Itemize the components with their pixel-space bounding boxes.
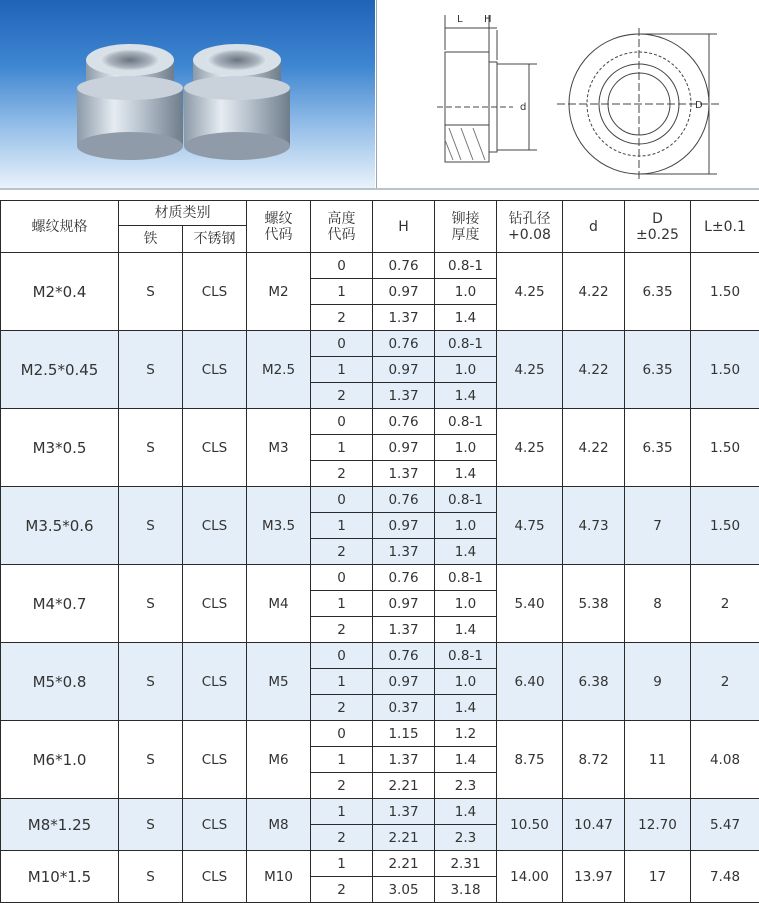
cell-drill-diameter: 5.40 [497, 565, 563, 643]
cell-L: 2 [691, 643, 759, 721]
table-row [1, 799, 759, 825]
cell-stainless: CLS [183, 799, 247, 851]
cell-spec: M8*1.25 [1, 799, 119, 851]
cell-d: 5.38 [563, 565, 625, 643]
cell-h: 1.37 [373, 461, 435, 487]
cell-h: 1.15 [373, 721, 435, 747]
cell-L: 1.50 [691, 409, 759, 487]
cell-d: 4.22 [563, 253, 625, 331]
table-row [1, 409, 759, 435]
cell-D: 7 [625, 487, 691, 565]
cell-h: 1.37 [373, 747, 435, 773]
cell-thread-code: M6 [247, 721, 311, 799]
cell-height-code: 1 [311, 513, 373, 539]
cell-height-code: 2 [311, 825, 373, 851]
cell-thread-code: M3 [247, 409, 311, 487]
cell-iron: S [119, 331, 183, 409]
cell-height-code: 0 [311, 409, 373, 435]
cell-spec: M2*0.4 [1, 253, 119, 331]
col-thread-code: 螺纹 代码 [247, 201, 311, 253]
cell-iron: S [119, 799, 183, 851]
cell-height-code: 1 [311, 669, 373, 695]
cell-d: 10.47 [563, 799, 625, 851]
cell-d: 4.22 [563, 331, 625, 409]
cell-stainless: CLS [183, 253, 247, 331]
table-row [1, 331, 759, 357]
spec-table [0, 200, 759, 903]
cell-height-code: 1 [311, 747, 373, 773]
cell-d: 4.22 [563, 409, 625, 487]
col-spec: 螺纹规格 [1, 201, 119, 253]
cell-D: 11 [625, 721, 691, 799]
cell-h: 1.37 [373, 617, 435, 643]
cell-height-code: 2 [311, 461, 373, 487]
nut-right [184, 44, 290, 160]
col-rivet-thickness: 铆接 厚度 [435, 201, 497, 253]
cell-height-code: 1 [311, 435, 373, 461]
cell-rivet-thickness: 1.4 [435, 695, 497, 721]
cell-stainless: CLS [183, 565, 247, 643]
cell-rivet-thickness: 0.8-1 [435, 487, 497, 513]
cell-h: 0.76 [373, 409, 435, 435]
cell-height-code: 0 [311, 487, 373, 513]
cell-drill-diameter: 14.00 [497, 851, 563, 903]
cell-drill-diameter: 6.40 [497, 643, 563, 721]
cell-height-code: 2 [311, 695, 373, 721]
col-iron: 铁 [119, 226, 183, 253]
cell-iron: S [119, 643, 183, 721]
cell-thread-code: M3.5 [247, 487, 311, 565]
cell-h: 0.37 [373, 695, 435, 721]
cell-L: 2 [691, 565, 759, 643]
cell-rivet-thickness: 1.4 [435, 799, 497, 825]
cell-L: 1.50 [691, 331, 759, 409]
cell-h: 0.97 [373, 591, 435, 617]
table-row [1, 487, 759, 513]
cell-h: 0.76 [373, 487, 435, 513]
table-row [1, 721, 759, 747]
cell-rivet-thickness: 1.0 [435, 357, 497, 383]
cell-thread-code: M2.5 [247, 331, 311, 409]
cell-stainless: CLS [183, 409, 247, 487]
col-drill-diameter: 钻孔径 +0.08 [497, 201, 563, 253]
cell-h: 0.76 [373, 253, 435, 279]
col-height-code: 高度 代码 [311, 201, 373, 253]
cell-iron: S [119, 721, 183, 799]
cell-rivet-thickness: 2.31 [435, 851, 497, 877]
cell-rivet-thickness: 1.0 [435, 513, 497, 539]
cell-D: 6.35 [625, 253, 691, 331]
cell-h: 1.37 [373, 383, 435, 409]
cell-L: 1.50 [691, 253, 759, 331]
cell-d: 8.72 [563, 721, 625, 799]
cell-thread-code: M4 [247, 565, 311, 643]
cell-h: 0.76 [373, 331, 435, 357]
table-row [1, 253, 759, 279]
cell-thread-code: M5 [247, 643, 311, 721]
cell-stainless: CLS [183, 331, 247, 409]
cell-stainless: CLS [183, 643, 247, 721]
cell-stainless: CLS [183, 487, 247, 565]
cell-height-code: 0 [311, 253, 373, 279]
cell-drill-diameter: 4.75 [497, 487, 563, 565]
cell-height-code: 1 [311, 357, 373, 383]
cell-height-code: 0 [311, 721, 373, 747]
cell-rivet-thickness: 1.0 [435, 669, 497, 695]
cell-iron: S [119, 851, 183, 903]
cell-h: 2.21 [373, 851, 435, 877]
cell-h: 1.37 [373, 305, 435, 331]
cell-d: 4.73 [563, 487, 625, 565]
cell-D: 6.35 [625, 409, 691, 487]
cell-spec: M6*1.0 [1, 721, 119, 799]
cell-D: 9 [625, 643, 691, 721]
cell-d: 13.97 [563, 851, 625, 903]
nut-left [77, 44, 183, 160]
cell-thread-code: M8 [247, 799, 311, 851]
table-row [1, 565, 759, 591]
cell-height-code: 2 [311, 617, 373, 643]
cell-D: 6.35 [625, 331, 691, 409]
cell-h: 0.97 [373, 357, 435, 383]
dim-H-label: H [484, 14, 492, 25]
cell-spec: M3*0.5 [1, 409, 119, 487]
table-row [1, 643, 759, 669]
cell-height-code: 1 [311, 799, 373, 825]
cell-h: 0.76 [373, 643, 435, 669]
divider [0, 188, 759, 190]
cell-D: 8 [625, 565, 691, 643]
cell-rivet-thickness: 1.4 [435, 539, 497, 565]
cell-rivet-thickness: 1.4 [435, 747, 497, 773]
dim-d-label: d [520, 102, 526, 113]
cell-rivet-thickness: 2.3 [435, 773, 497, 799]
cell-height-code: 2 [311, 383, 373, 409]
cell-iron: S [119, 565, 183, 643]
cell-height-code: 2 [311, 773, 373, 799]
cell-height-code: 2 [311, 877, 373, 903]
cell-h: 0.76 [373, 565, 435, 591]
cell-L: 4.08 [691, 721, 759, 799]
cell-drill-diameter: 4.25 [497, 331, 563, 409]
cell-drill-diameter: 4.25 [497, 409, 563, 487]
cell-height-code: 0 [311, 643, 373, 669]
cell-iron: S [119, 409, 183, 487]
cell-drill-diameter: 10.50 [497, 799, 563, 851]
cell-rivet-thickness: 0.8-1 [435, 253, 497, 279]
dim-D-label: D [695, 100, 703, 111]
cell-h: 3.05 [373, 877, 435, 903]
cell-rivet-thickness: 0.8-1 [435, 643, 497, 669]
cell-stainless: CLS [183, 721, 247, 799]
cell-thread-code: M2 [247, 253, 311, 331]
table-row [1, 851, 759, 877]
cell-spec: M4*0.7 [1, 565, 119, 643]
cell-h: 1.37 [373, 539, 435, 565]
col-material: 材质类别 [119, 201, 247, 226]
cell-stainless: CLS [183, 851, 247, 903]
cell-h: 0.97 [373, 669, 435, 695]
cell-rivet-thickness: 1.0 [435, 435, 497, 461]
cell-height-code: 0 [311, 331, 373, 357]
cell-rivet-thickness: 2.3 [435, 825, 497, 851]
cell-rivet-thickness: 1.4 [435, 305, 497, 331]
cell-L: 1.50 [691, 487, 759, 565]
cell-L: 5.47 [691, 799, 759, 851]
cell-height-code: 1 [311, 851, 373, 877]
cell-spec: M3.5*0.6 [1, 487, 119, 565]
col-stainless: 不锈钢 [183, 226, 247, 253]
cell-spec: M2.5*0.45 [1, 331, 119, 409]
cell-rivet-thickness: 1.4 [435, 617, 497, 643]
cell-D: 12.70 [625, 799, 691, 851]
header-images [0, 0, 759, 190]
cell-rivet-thickness: 1.4 [435, 461, 497, 487]
col-L: L±0.1 [691, 201, 759, 253]
product-photo [0, 0, 375, 188]
cell-thread-code: M10 [247, 851, 311, 903]
cell-h: 2.21 [373, 825, 435, 851]
cell-rivet-thickness: 1.0 [435, 279, 497, 305]
cell-rivet-thickness: 1.2 [435, 721, 497, 747]
cell-drill-diameter: 4.25 [497, 253, 563, 331]
cell-h: 1.37 [373, 799, 435, 825]
cell-h: 0.97 [373, 279, 435, 305]
cell-L: 7.48 [691, 851, 759, 903]
dim-L-label: L [457, 14, 463, 25]
dimension-diagram [377, 0, 759, 188]
cell-rivet-thickness: 1.4 [435, 383, 497, 409]
cell-rivet-thickness: 0.8-1 [435, 565, 497, 591]
cell-height-code: 2 [311, 539, 373, 565]
cell-spec: M10*1.5 [1, 851, 119, 903]
cell-rivet-thickness: 1.0 [435, 591, 497, 617]
nut-photo-image [0, 0, 375, 188]
technical-drawing [376, 0, 759, 188]
col-h: H [373, 201, 435, 253]
cell-h: 0.97 [373, 435, 435, 461]
cell-height-code: 1 [311, 279, 373, 305]
cell-spec: M5*0.8 [1, 643, 119, 721]
col-d: d [563, 201, 625, 253]
cell-iron: S [119, 487, 183, 565]
col-D: D ±0.25 [625, 201, 691, 253]
cell-rivet-thickness: 0.8-1 [435, 409, 497, 435]
cell-d: 6.38 [563, 643, 625, 721]
cell-h: 0.97 [373, 513, 435, 539]
cell-iron: S [119, 253, 183, 331]
cell-height-code: 1 [311, 591, 373, 617]
cell-rivet-thickness: 3.18 [435, 877, 497, 903]
cell-height-code: 0 [311, 565, 373, 591]
cell-D: 17 [625, 851, 691, 903]
cell-drill-diameter: 8.75 [497, 721, 563, 799]
cell-rivet-thickness: 0.8-1 [435, 331, 497, 357]
cell-h: 2.21 [373, 773, 435, 799]
cell-height-code: 2 [311, 305, 373, 331]
